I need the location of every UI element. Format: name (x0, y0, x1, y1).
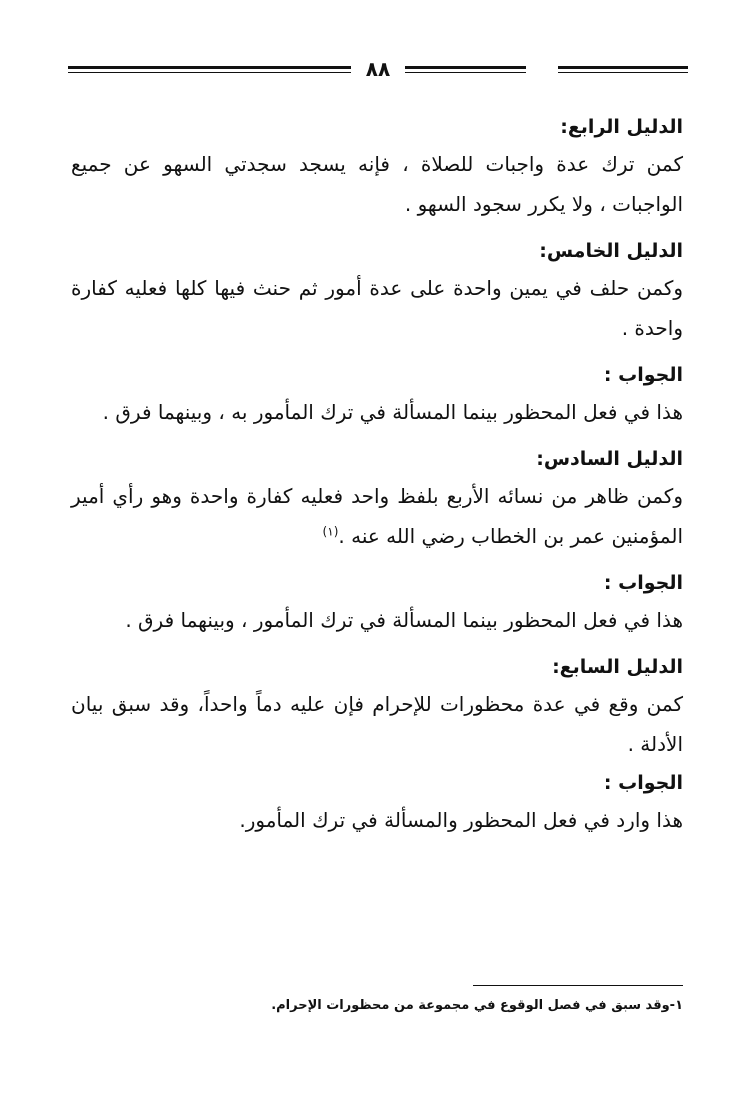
section-title-fourth-evidence: الدليل الرابع: (560, 116, 683, 138)
paragraph-sixth-evidence-text: وكمن ظاهر من نسائه الأربع بلفظ واحد فعليه كفارة واحدة وهو رأي أمير المؤمنين عمر بن الخطاب رضي الله عنه . (71, 484, 683, 548)
footnote-divider (473, 985, 683, 986)
header-rule-right (558, 66, 688, 73)
footnote-text: ١-وقد سبق في فصل الوقوع في مجموعة من محظورات الإحرام. (271, 998, 683, 1013)
paragraph-sixth-evidence (71, 476, 683, 556)
footnote-reference[interactable]: (١) (322, 524, 339, 539)
paragraph-answer-3: هذا وارد في فعل المحظور والمسألة في ترك المأمور. (239, 808, 683, 832)
page-header (68, 58, 688, 84)
section-title-answer-1: الجواب : (603, 364, 683, 386)
header-rule-left (68, 66, 526, 73)
paragraph-answer-2: هذا في فعل المحظور بينما المسألة في ترك المأمور ، وبينهما فرق . (125, 608, 683, 632)
page-number: ٨٨ (351, 58, 405, 80)
paragraph-fifth-evidence: وكمن حلف في يمين واحدة على عدة أمور ثم حنث فيها كلها فعليه كفارة واحدة . (71, 276, 683, 340)
paragraph-seventh-evidence: كمن وقع في عدة محظورات للإحرام فإن عليه دماً واحداً، وقد سبق بيان الأدلة . (71, 692, 683, 756)
section-title-fifth-evidence: الدليل الخامس: (539, 240, 683, 262)
section-title-answer-3: الجواب : (603, 772, 683, 794)
paragraph-fourth-evidence: كمن ترك عدة واجبات للصلاة ، فإنه يسجد سجدتي السهو عن جميع الواجبات ، ولا يكرر سجود السهو . (71, 152, 683, 216)
page-body (71, 112, 683, 840)
paragraph-answer-1: هذا في فعل المحظور بينما المسألة في ترك المأمور به ، وبينهما فرق . (102, 400, 683, 424)
section-title-sixth-evidence: الدليل السادس: (536, 448, 683, 470)
section-title-answer-2: الجواب : (603, 572, 683, 594)
section-title-seventh-evidence: الدليل السابع: (552, 656, 683, 678)
